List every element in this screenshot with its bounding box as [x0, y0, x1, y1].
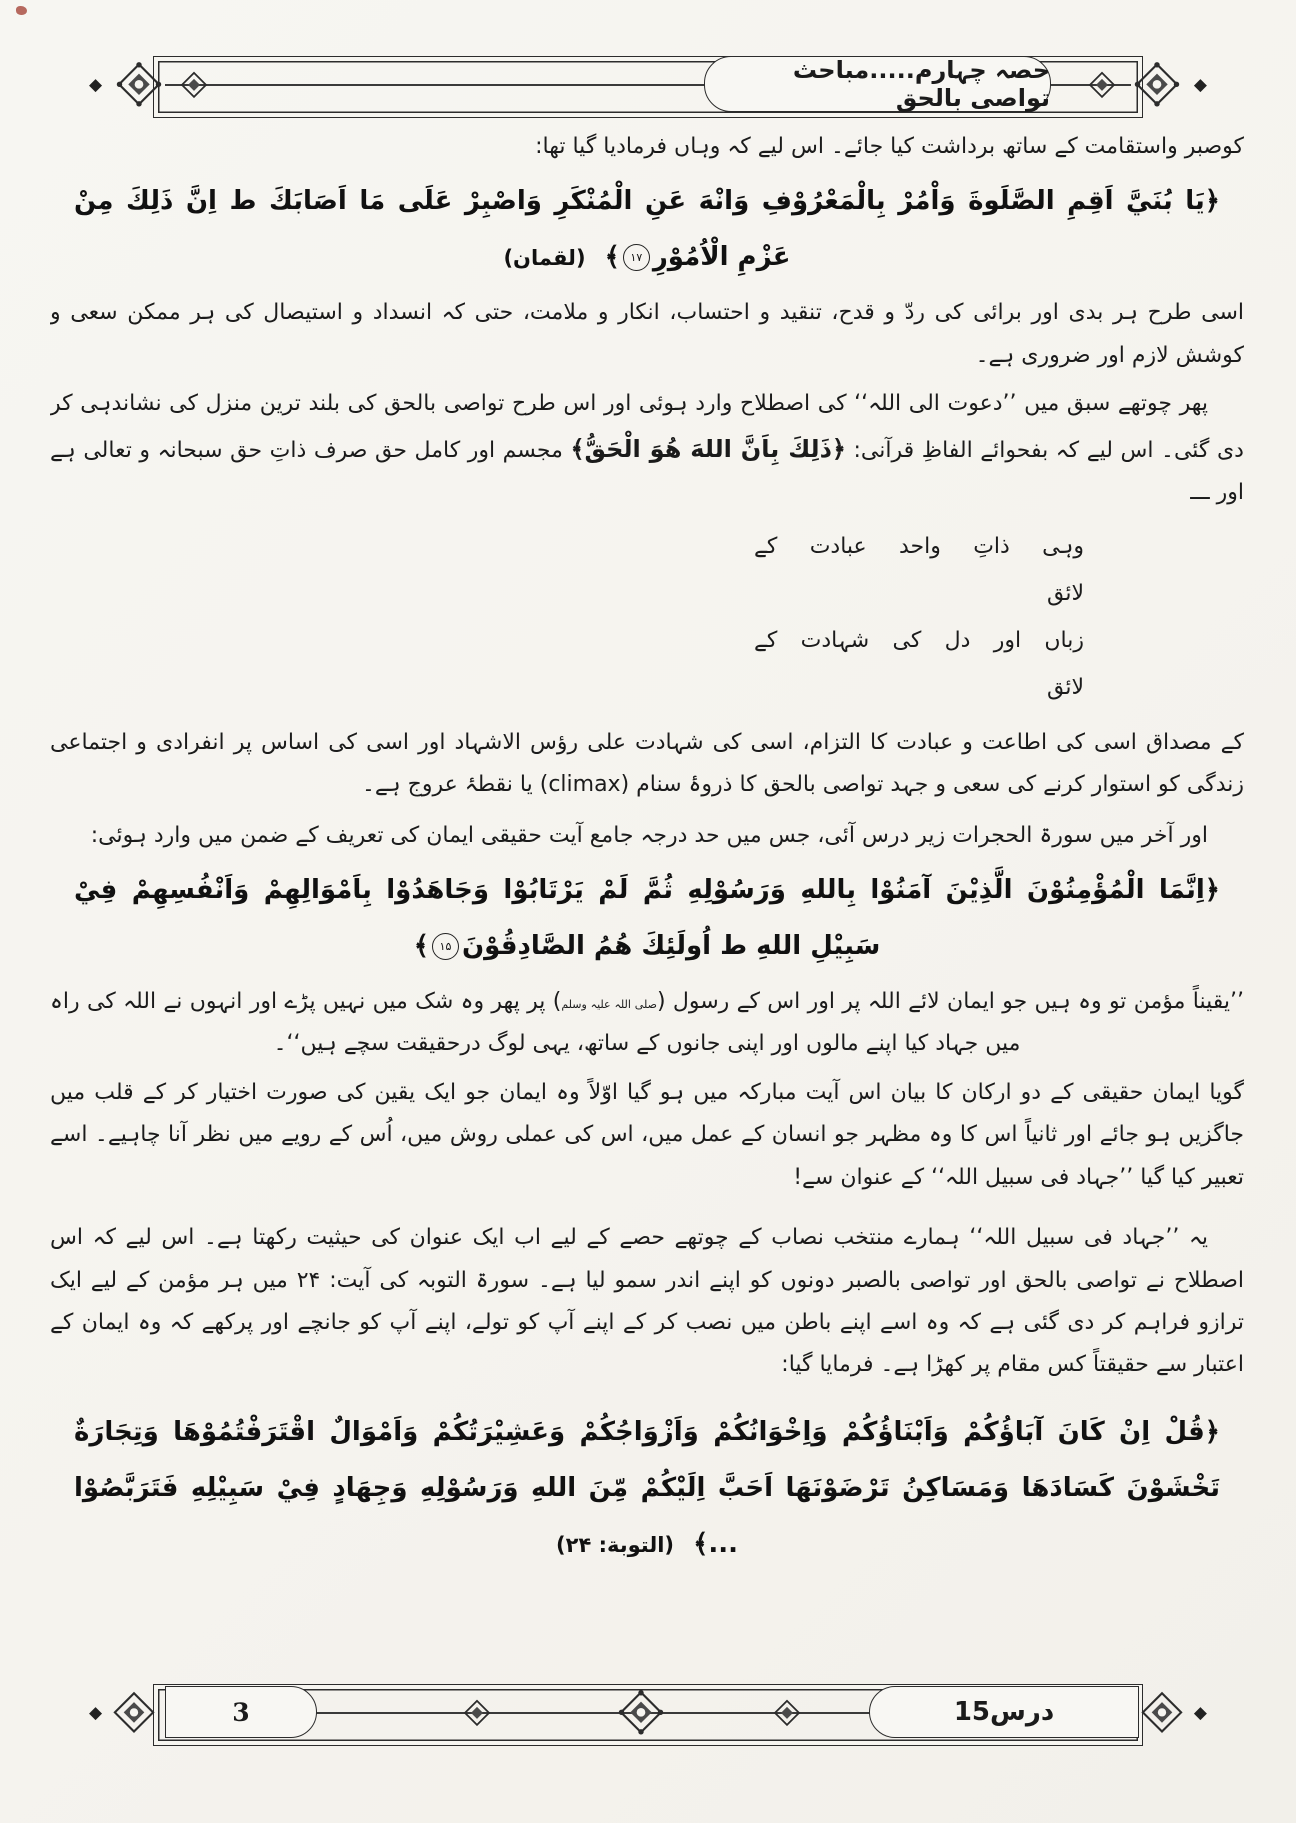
quran-verse-text: ﴿قُلْ اِنْ كَانَ آبَاؤُكُمْ وَاَبْنَاؤُكُمْ وَاِخْوَانُكُمْ وَاَزْوَاجُكُمْ وَعَشِيْرَتُكُمْ وَاَمْوَالٌ اقْتَرَفْتُمُوْهَا وَتِجَارَةٌ تَخْشَوْنَ كَسَادَهَا وَمَسَاكِنُ تَرْضَوْنَهَا اَحَبَّ اِلَيْكُمْ مِّنَ اللهِ وَرَسُوْلِهِ وَجِهَادٍ فِيْ سَبِيْلِهِ فَتَرَبَّصُوْا ...	[74, 1416, 1220, 1559]
inline-quran-quote: ﴿ذَلِكَ بِاَنَّ اللهَ هُوَ الْحَقُّ﴾	[570, 434, 846, 463]
quran-verse-tawbah	[50, 1405, 1244, 1573]
couplet-text: وہی ذاتِ واحد عبادت کے لائق	[754, 533, 1084, 606]
scan-ink-artifact	[16, 6, 27, 15]
floral-medallion-small-icon	[1085, 68, 1119, 106]
paragraph-gap	[50, 1205, 1244, 1217]
lesson-label: درس15	[953, 1697, 1055, 1727]
quran-verse-luqman	[50, 174, 1244, 286]
footer-ornament-band	[89, 1678, 1207, 1754]
floral-medallion-icon	[1137, 1687, 1187, 1741]
arrow-finial-icon: ◆	[1193, 1702, 1207, 1723]
paragraph: اسی طرح ہر بدی اور برائی کی ردّ و قدح، تنقید و احتساب، انکار و ملامت، حتی کہ انسداد و استیصال کی ہر ممکن سعی و کوشش لازم اور ضروری ہے۔	[50, 300, 1244, 368]
paragraph: اور آخر میں سورۃ الحجرات زیر درس آئی، جس میں حد درجہ جامع آیت حقیقی ایمان کی تعریف کے ضمن میں وارد ہوئی:	[90, 822, 1208, 848]
ornate-bracket: ﴾	[604, 242, 620, 273]
ayah-number-badge: ۱۷	[623, 244, 650, 271]
floral-medallion-icon	[113, 58, 165, 114]
paragraph: گویا ایمان حقیقی کے دو ارکان کا بیان اس آیت مبارکہ میں ہو گیا اوّلاً وہ ایمان جو ایک یقین کی صورت اختیار کر کے قلب میں جاگزیں ہو جائے اور ثانیاً اس کا وہ مظہر جو انسان کے عمل میں، اس کی عملی روش میں، اُس کے رویے میں نظر آنا چاہیے۔ اسے تعبیر کیا گیا ’’جہاد فی سبیل اللہ‘‘ کے عنوان سے!	[50, 1079, 1244, 1190]
ornate-bracket: ﴾	[413, 930, 429, 961]
floral-medallion-icon	[1131, 58, 1183, 114]
paragraph	[50, 383, 1244, 514]
floral-medallion-small-icon	[177, 68, 211, 106]
floral-medallion-small-icon	[770, 1696, 804, 1734]
verse-translation	[50, 981, 1244, 1066]
verse-reference: (لقمان)	[503, 246, 586, 271]
chapter-title: حصہ چہارم.....مباحث تواصی بالحق	[792, 56, 1050, 112]
translation-text: ’’یقیناً مؤمن تو وہ ہیں جو ایمان لائے اللہ پر اور اس کے رسول (	[656, 988, 1244, 1014]
couplet-line-2	[754, 617, 1084, 712]
paragraph-text: پھر چوتھے سبق میں ’’دعوت الی اللہ‘‘ کی اصطلاح وارد ہوئی اور اس طرح تواصی بالحق کی بلند ترین منزل کی نشاندہی کر دی گئی۔ اس لیے کہ بفحوائے الفاظِ قرآنی:	[50, 391, 1244, 463]
arrow-finial-icon: ◆	[1193, 74, 1207, 95]
chapter-title-cartouche	[704, 56, 1051, 112]
header-ornament-band	[89, 50, 1207, 126]
arrow-finial-icon: ◆	[89, 74, 103, 95]
page-number-cartouche	[165, 1686, 317, 1738]
paragraph: یہ ’’جہاد فی سبیل اللہ‘‘ ہمارے منتخب نصاب کے چوتھے حصے کے لیے اب ایک عنوان کی حیثیت رکھتا ہے۔ اس لیے کہ اس اصطلاح نے تواصی بالحق اور تواصی بالصبر دونوں کو اپنے اندر سمو لیا ہے۔ سورۃ التوبہ کی آیت: ۲۴ میں ہر مؤمن کے لیے ایک ترازو فراہم کر دی گئی ہے کہ وہ اسے اپنے باطن میں نصب کر کے اپنے آپ کو تولے، اپنے آپ کو جانچے اور پرکھے کہ وہ ایمان کے اعتبار سے حقیقتاً کس مقام پر کھڑا ہے۔ فرمایا گیا:	[50, 1225, 1244, 1378]
paragraph-continuation: کوصبر واستقامت کے ساتھ برداشت کیا جائے۔ اس لیے کہ وہاں فرمادیا گیا تھا:	[535, 134, 1244, 159]
floral-medallion-small-icon	[460, 1696, 494, 1734]
couplet-line-1	[754, 523, 1084, 618]
poetry-couplet	[754, 523, 1084, 712]
ayah-number-badge: ۱۵	[432, 933, 459, 960]
lesson-cartouche	[869, 1686, 1139, 1738]
verse-reference: (التوبة: ۲۴)	[556, 1532, 675, 1557]
ornate-bracket: ﴾	[693, 1528, 709, 1559]
couplet-text: زباں اور دل کی شہادت کے لائق	[754, 628, 1084, 701]
floral-medallion-icon	[109, 1687, 159, 1741]
salutation-ligature: صلی اللہ علیہ وسلم	[561, 997, 657, 1011]
paragraph-text: مجسم اور کامل حق صرف ذاتِ حق سبحانہ و تعالی ہے اور ـــ	[50, 437, 1244, 506]
paragraph: کے مصداق اسی کی اطاعت و عبادت کا التزام، اسی کی شہادت علی رؤس الاشہاد اور اسی کی اساس پر انفرادی و اجتماعی زندگی کو استوار کرنے کی سعی و جہد تواصی بالحق کا ذروۂ سنام (climax) یا نقطۂ عروج ہے۔	[50, 729, 1244, 798]
page-content	[50, 126, 1244, 1660]
translation-text: ) پر پھر وہ شک میں نہیں پڑے اور انہوں نے اللہ کی راہ میں جہاد کیا اپنے مالوں اور اپنی جانوں کے ساتھ، یہی لوگ درحقیقت سچے ہیں‘‘۔	[50, 988, 1021, 1057]
floral-medallion-icon	[615, 1686, 667, 1742]
arrow-finial-icon: ◆	[89, 1702, 103, 1723]
page-number: 3	[232, 1697, 250, 1727]
quran-verse-hujurat	[50, 863, 1244, 975]
quran-verse-text: ﴿اِنَّمَا الْمُؤْمِنُوْنَ الَّذِيْنَ آمَنُوْا بِاللهِ وَرَسُوْلِهِ ثُمَّ لَمْ يَرْتَابُوْا وَجَاهَدُوْا بِاَمْوَالِهِمْ وَاَنْفُسِهِمْ فِيْ سَبِيْلِ اللهِ ط اُولَئِكَ هُمُ الصَّادِقُوْنَ	[74, 875, 1220, 961]
paragraph-gap	[50, 1393, 1244, 1405]
quran-verse-text: ﴿يَا بُنَيَّ اَقِمِ الصَّلَوةَ وَاْمُرْ بِالْمَعْرُوْفِ وَانْهَ عَنِ الْمُنْكَرِ وَاصْبِرْ عَلَى مَا اَصَابَكَ ط اِنَّ ذَلِكَ مِنْ عَزْمِ الْاُمُوْرِ	[74, 186, 1220, 273]
